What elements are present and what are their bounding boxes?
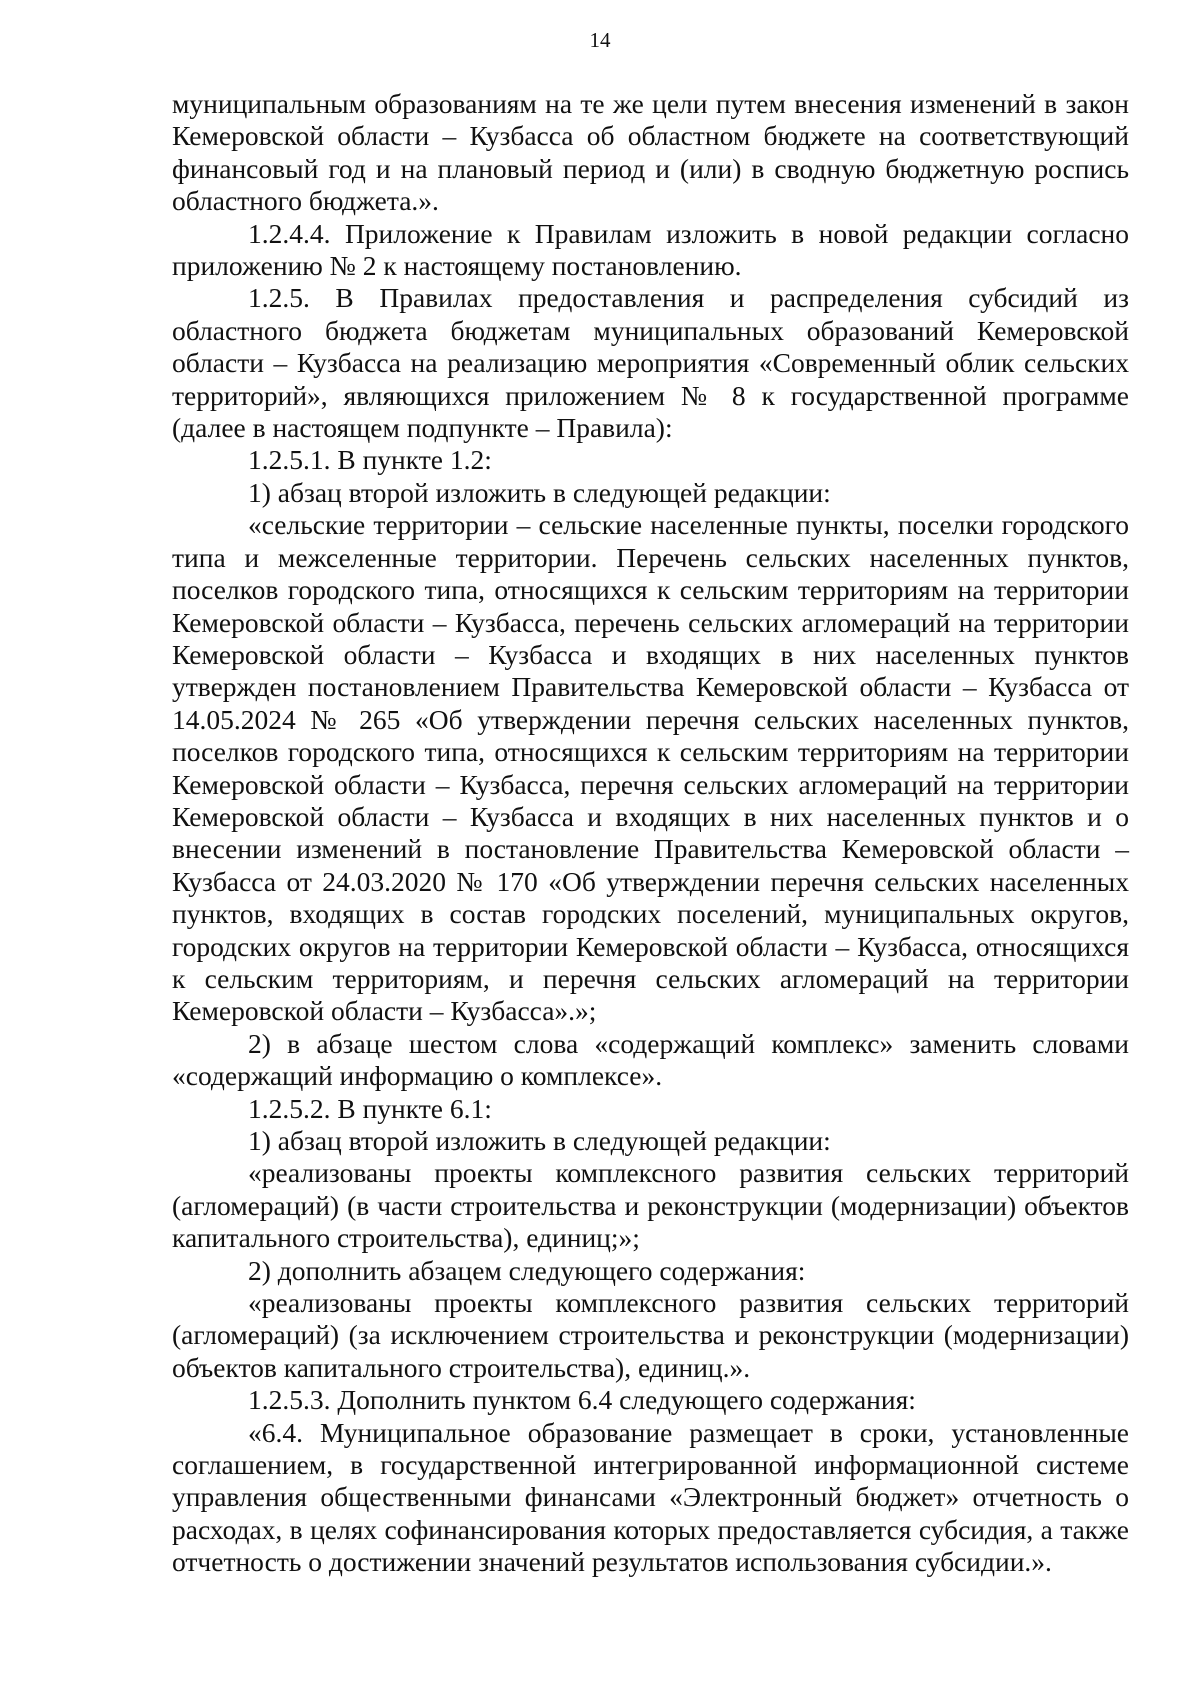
paragraph-projects-quote-1: «реализованы проекты комплексного развития сельских территорий (агломераций) (в части строительства и реконструкции (модернизации) объектов капитального строительства), единиц;»; xyxy=(172,1157,1129,1254)
paragraph-1-2-5: 1.2.5. В Правилах предоставления и распределения субсидий из областного бюджета бюджетам муниципальных образований Кемеровской области – Кузбасса на реализацию мероприятия «Современный облик сельских территорий», являющихся приложением № 8 к государственной программе (далее в настоящем подпункте – Правила): xyxy=(172,282,1129,444)
page-number: 14 xyxy=(589,28,611,52)
paragraph-1-2-5-2-item-2: 2) дополнить абзацем следующего содержания: xyxy=(248,1254,806,1286)
paragraph-1-2-5-1-item-1: 1) абзац второй изложить в следующей редакции: xyxy=(248,476,831,508)
paragraph-rural-territories-quote: «сельские территории – сельские населенные пункты, поселки городского типа и межселенные территории. Перечень сельских населенных пунктов, поселков городского типа, относящихся к сельским территориям на территории Кемеровской области – Кузбасса, перечень сельских агломераций на территории Кемеровской области – Кузбасса и входящих в них населенных пунктов утвержден постановлением Правительства Кемеровской области – Кузбасса от 14.05.2024 № 265 «Об утверждении перечня сельских населенных пунктов, поселков городского типа, относящихся к сельским территориям на территории Кемеровской области – Кузбасса, перечня сельских агломераций на территории Кемеровской области – Кузбасса и входящих в них населенных пунктов и о внесении изменений в постановление Правительства Кемеровской области – Кузбасса от 24.03.2020 № 170 «Об утверждении перечня сельских населенных пунктов, входящих в состав городских поселений, муниципальных округов, городских округов на территории Кемеровской области – Кузбасса, относящихся к сельским территориям, и перечня сельских агломераций на территории Кемеровской области – Кузбасса».»; xyxy=(172,509,1129,1027)
document-body xyxy=(172,88,1129,1579)
paragraph-1-2-5-1: 1.2.5.1. В пункте 1.2: xyxy=(248,444,492,476)
paragraph-continuation: муниципальным образованиям на те же цели путем внесения изменений в закон Кемеровской области – Кузбасса об областном бюджете на соответствующий финансовый год и на плановый период и (или) в сводную бюджетную роспись областного бюджета.». xyxy=(172,88,1129,217)
paragraph-1-2-5-1-item-2: 2) в абзаце шестом слова «содержащий комплекс» заменить словами «содержащий информацию о комплексе». xyxy=(172,1027,1129,1092)
paragraph-1-2-5-2-item-1: 1) абзац второй изложить в следующей редакции: xyxy=(248,1125,831,1156)
paragraph-1-2-4-4: 1.2.4.4. Приложение к Правилам изложить в новой редакции согласно приложению № 2 к настоящему постановлению. xyxy=(172,217,1129,282)
paragraph-projects-quote-2: «реализованы проекты комплексного развития сельских территорий (агломераций) (за исключением строительства и реконструкции (модернизации) объектов капитального строительства), единиц.». xyxy=(172,1287,1129,1383)
paragraph-1-2-5-3: 1.2.5.3. Дополнить пунктом 6.4 следующего содержания: xyxy=(248,1384,916,1416)
paragraph-6-4-quote: «6.4. Муниципальное образование размещает в сроки, установленные соглашением, в государственной интегрированной информационной системе управления общественными финансами «Электронный бюджет» отчетность о расходах, в целях софинансирования которых предоставляется субсидия, а также отчетность о достижении значений результатов использования субсидии.». xyxy=(172,1416,1129,1578)
paragraph-1-2-5-2: 1.2.5.2. В пункте 6.1: xyxy=(248,1092,492,1124)
